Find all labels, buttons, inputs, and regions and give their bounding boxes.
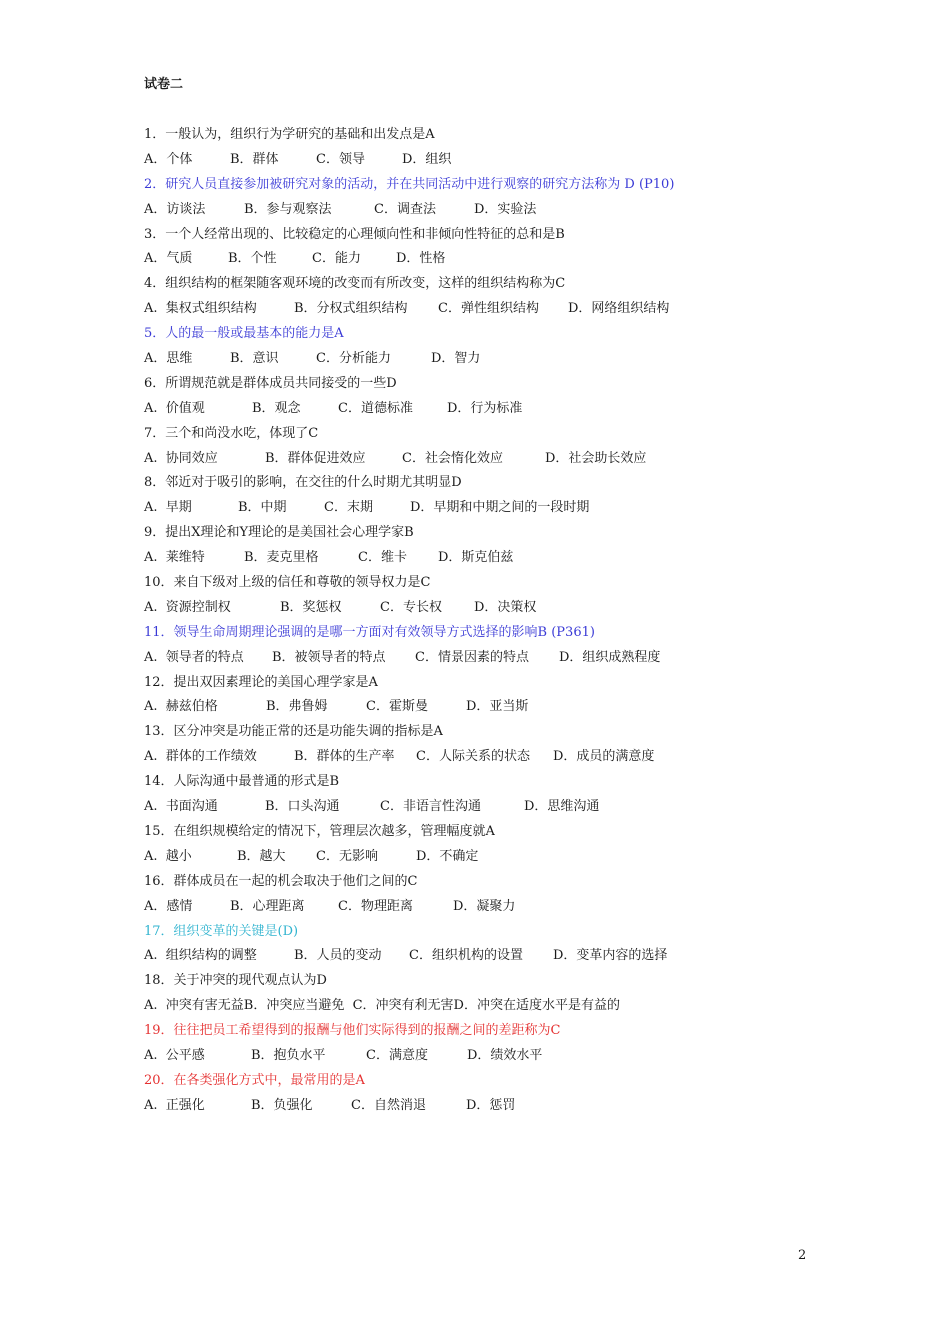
option-d: D．组织成熟程度: [559, 649, 661, 665]
option-b: B．群体的生产率: [294, 749, 395, 765]
question-19: 19．往往把员工希望得到的报酬与他们实际得到的报酬之间的差距称为C: [144, 1023, 561, 1039]
option-b: B．观念: [252, 400, 301, 416]
option-c: C．专长权: [380, 599, 442, 615]
question-15: 15．在组织规模给定的情况下，管理层次越多，管理幅度就A: [144, 823, 495, 839]
option-b: B．抱负水平: [251, 1047, 326, 1063]
question-4: 4．组织结构的框架随客观环境的改变而有所改变，这样的组织结构称为C: [144, 276, 566, 292]
question-13: 13．区分冲突是功能正常的还是功能失调的指标是A: [144, 724, 443, 740]
option-d: D．不确定: [416, 848, 479, 864]
option-c: C．道德标准: [338, 400, 413, 416]
option-a: A. 早期: [144, 500, 192, 516]
option-a: A. 价值观: [144, 400, 205, 416]
option-b: B．参与观察法: [244, 201, 332, 217]
option-a: A．气质: [144, 251, 193, 267]
option-a: A. 领导者的特点: [144, 649, 244, 665]
option-a: A. 群体的工作绩效: [144, 749, 257, 765]
question-16: 16．群体成员在一起的机会取决于他们之间的C: [144, 873, 418, 889]
question-8: 8．邻近对于吸引的影响，在交往的什么时期尤其明显D: [144, 475, 462, 491]
question-14-options: [144, 797, 844, 822]
option-b: B．弗鲁姆: [266, 699, 328, 715]
option-c: C．弹性组织结构: [438, 301, 539, 317]
option-a: A. 越小: [144, 848, 192, 864]
question-9: 9．提出X理论和Y理论的是美国社会心理学家B: [144, 525, 414, 541]
question-17-options: [144, 946, 844, 971]
option-c: C．维卡: [358, 550, 407, 566]
option-c: C．组织机构的设置: [409, 948, 523, 964]
option-a: A．感情: [144, 898, 193, 914]
option-d: D．实验法: [474, 201, 537, 217]
option-d: D．变革内容的选择: [553, 948, 668, 964]
option-b: B．群体促进效应: [265, 450, 366, 466]
option-d: D．成员的满意度: [553, 749, 655, 765]
option-a: A. 赫兹伯格: [144, 699, 218, 715]
question-20: 20．在各类强化方式中，最常用的是A: [144, 1072, 365, 1088]
question-14: 14．人际沟通中最普通的形式是B: [144, 774, 340, 790]
option-b: B．口头沟通: [265, 799, 340, 815]
question-2: 2．研究人员直接参加被研究对象的活动，并在共同活动中进行观察的研究方法称为 D (P10): [144, 176, 675, 192]
option-c: C．社会惰化效应: [402, 450, 503, 466]
option-a: A. 莱维特: [144, 550, 205, 566]
option-c: C．分析能力: [316, 351, 391, 367]
option-d: D．斯克伯兹: [438, 550, 514, 566]
question-6-options: [144, 399, 844, 424]
question-1: 1．一般认为，组织行为学研究的基础和出发点是A: [144, 127, 435, 142]
option-d: D．亚当斯: [466, 699, 529, 715]
option-a: A. 书面沟通: [144, 799, 218, 815]
question-20-options: [144, 1096, 844, 1121]
question-11: 11．领导生命周期理论强调的是哪一方面对有效领导方式选择的影响B (P361): [144, 624, 595, 640]
option-c: C．末期: [324, 500, 373, 516]
question-7-options: [144, 449, 844, 474]
exam-title: 试卷二: [144, 77, 184, 92]
option-c: C．情景因素的特点: [415, 649, 529, 665]
option-b: B．人员的变动: [294, 948, 382, 964]
question-12-options: [144, 697, 844, 722]
option-b: B．越大: [237, 848, 286, 864]
option-a: A. 资源控制权: [144, 599, 231, 615]
option-b: B．中期: [238, 500, 287, 516]
question-3-options: [144, 249, 844, 274]
option-b: B．奖惩权: [280, 599, 342, 615]
option-c: C．领导: [316, 151, 365, 167]
option-c: C．物理距离: [338, 898, 413, 914]
option-d: D．凝聚力: [453, 898, 516, 914]
question-7: 7．三个和尚没水吃，体现了C: [144, 425, 319, 441]
question-1-options: [144, 150, 844, 175]
option-a: A. 组织结构的调整: [144, 948, 257, 964]
option-d: D．早期和中期之间的一段时期: [410, 500, 590, 516]
option-a: A．访谈法: [144, 201, 206, 217]
option-b: B．意识: [230, 351, 279, 367]
option-b: B．分权式组织结构: [294, 301, 408, 317]
question-18-options: [144, 996, 844, 1021]
option-a: A．思维: [144, 351, 193, 367]
question-5: 5．人的最一般或最基本的能力是A: [144, 326, 344, 342]
question-16-options: [144, 897, 844, 922]
question-10-options: [144, 598, 844, 623]
question-10: 10．来自下级对上级的信任和尊敬的领导权力是C: [144, 575, 431, 591]
question-8-options: [144, 498, 844, 523]
option-c: C．自然消退: [351, 1097, 426, 1113]
question-18: 18．关于冲突的现代观点认为D: [144, 973, 327, 989]
question-19-options: [144, 1046, 844, 1071]
option-a: A. 集权式组织结构: [144, 301, 257, 317]
option-d: D．社会助长效应: [545, 450, 647, 466]
question-17: 17．组织变革的关键是(D): [144, 923, 299, 939]
question-12: 12．提出双因素理论的美国心理学家是A: [144, 674, 378, 690]
option-c: C．能力: [312, 251, 361, 267]
option-d: D．性格: [396, 251, 446, 267]
option-d: D．惩罚: [466, 1097, 516, 1113]
option-d: D．行为标准: [447, 400, 523, 416]
option-a: A．个体: [144, 151, 193, 167]
page-number: 2: [798, 1248, 807, 1263]
option-d: D．智力: [431, 351, 481, 367]
option-a: A. 冲突有害无益B．冲突应当避免 C．冲突有利无害D．冲突在适度水平是有益的: [144, 998, 620, 1014]
question-4-options: [144, 299, 844, 324]
question-5-options: [144, 349, 844, 374]
question-11-options: [144, 648, 844, 673]
question-6: 6．所谓规范就是群体成员共同接受的一些D: [144, 375, 397, 391]
option-b: B．群体: [230, 151, 279, 167]
option-d: D．组织: [402, 151, 452, 167]
option-d: D．网络组织结构: [568, 301, 670, 317]
question-13-options: [144, 747, 844, 772]
option-d: D．决策权: [474, 599, 537, 615]
option-c: C．满意度: [366, 1047, 428, 1063]
option-a: A. 公平感: [144, 1047, 205, 1063]
option-c: C．人际关系的状态: [416, 749, 530, 765]
question-2-options: [144, 200, 844, 225]
question-9-options: [144, 548, 844, 573]
question-list: [144, 125, 844, 1121]
option-a: A. 协同效应: [144, 450, 218, 466]
option-c: C．无影响: [316, 848, 378, 864]
option-b: B．被领导者的特点: [272, 649, 386, 665]
option-c: C．调查法: [374, 201, 436, 217]
option-c: C．非语言性沟通: [380, 799, 481, 815]
option-d: D．思维沟通: [524, 799, 600, 815]
question-15-options: [144, 847, 844, 872]
option-b: B．个性: [228, 251, 277, 267]
option-b: B．负强化: [251, 1097, 313, 1113]
option-c: C．霍斯曼: [366, 699, 428, 715]
option-d: D．绩效水平: [467, 1047, 543, 1063]
option-a: A. 正强化: [144, 1097, 205, 1113]
question-3: 3．一个人经常出现的、比较稳定的心理倾向性和非倾向性特征的总和是B: [144, 226, 565, 242]
option-b: B．麦克里格: [244, 550, 319, 566]
option-b: B．心理距离: [230, 898, 305, 914]
